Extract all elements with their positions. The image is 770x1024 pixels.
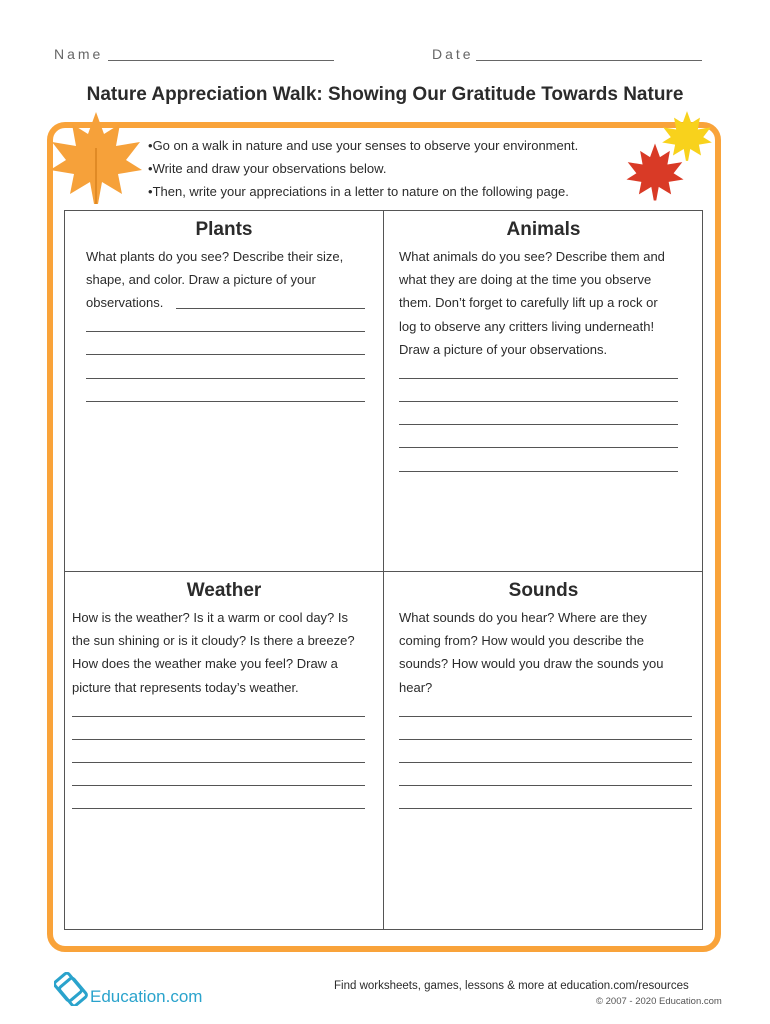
writing-line[interactable] — [72, 716, 365, 717]
prompt-line: shape, and color. Draw a picture of your — [86, 272, 316, 288]
grid-divider — [64, 571, 703, 572]
page-title: Nature Appreciation Walk: Showing Our Gratitude Towards Nature — [86, 84, 684, 105]
instructions-list — [148, 134, 578, 203]
prompt-line: observations. — [86, 295, 164, 311]
writing-line[interactable] — [72, 739, 365, 740]
footer-tagline: Find worksheets, games, lessons & more at education.com/resources — [334, 980, 689, 992]
writing-line[interactable] — [399, 471, 678, 472]
date-field[interactable] — [476, 60, 702, 61]
writing-line[interactable] — [86, 378, 365, 379]
prompt-line: What sounds do you hear? Where are they — [399, 610, 647, 625]
maple-leaf-icon — [624, 140, 686, 204]
writing-line[interactable] — [399, 401, 678, 402]
grid-divider — [383, 210, 384, 930]
education-logo-text[interactable]: Education.com — [90, 987, 203, 1006]
writing-line[interactable] — [86, 354, 365, 355]
writing-line[interactable] — [399, 447, 678, 448]
writing-line[interactable] — [86, 401, 365, 402]
writing-line[interactable] — [399, 424, 678, 425]
writing-line[interactable] — [399, 739, 692, 740]
writing-line[interactable] — [399, 378, 678, 379]
writing-line[interactable] — [86, 331, 365, 332]
name-field[interactable] — [108, 60, 334, 61]
prompt-line: How is the weather? Is it a warm or cool day? Is — [72, 610, 349, 625]
sounds-prompt — [399, 606, 699, 699]
prompt-line: coming from? How would you describe the — [399, 633, 644, 649]
prompt-line: hear? — [399, 679, 433, 695]
animals-prompt — [399, 245, 699, 361]
writing-line[interactable] — [72, 808, 365, 809]
writing-line[interactable] — [399, 762, 692, 763]
date-label: Date — [432, 46, 474, 62]
prompt-line: log to observe any critters living underneath! — [399, 318, 655, 334]
writing-line[interactable] — [399, 716, 692, 717]
name-label: Name — [54, 46, 104, 62]
instruction-item: • Write and draw your observations below. — [148, 157, 578, 180]
sounds-title: Sounds — [508, 580, 579, 601]
writing-line[interactable] — [72, 762, 365, 763]
weather-prompt — [72, 606, 377, 699]
maple-leaf-icon — [46, 108, 146, 208]
weather-title: Weather — [186, 580, 262, 601]
plants-prompt — [86, 245, 376, 315]
prompt-line: what they are doing at the time you observe — [399, 272, 652, 288]
writing-line[interactable] — [399, 785, 692, 786]
writing-line[interactable] — [176, 308, 365, 309]
instruction-item: • Go on a walk in nature and use your senses to observe your environment. — [148, 134, 578, 157]
writing-line[interactable] — [72, 785, 365, 786]
prompt-line: sounds? How would you draw the sounds you — [399, 656, 664, 672]
writing-line[interactable] — [399, 808, 692, 809]
prompt-line: the sun shining or is it cloudy? Is there a breeze? — [72, 633, 355, 649]
prompt-line: them. Don’t forget to carefully lift up a rock or — [399, 295, 658, 311]
prompt-line: Draw a picture of your observations. — [399, 341, 608, 357]
prompt-line: What animals do you see? Describe them and — [399, 249, 665, 264]
education-logo-icon — [54, 972, 88, 1006]
prompt-line: How does the weather make you feel? Draw a — [72, 656, 338, 672]
prompt-line: What plants do you see? Describe their size, — [86, 249, 344, 264]
animals-title: Animals — [506, 219, 581, 240]
instruction-item: • Then, write your appreciations in a letter to nature on the following page. — [148, 180, 578, 203]
plants-title: Plants — [195, 219, 253, 240]
prompt-line: picture that represents today’s weather. — [72, 679, 299, 695]
footer-copyright: © 2007 - 2020 Education.com — [596, 996, 722, 1007]
